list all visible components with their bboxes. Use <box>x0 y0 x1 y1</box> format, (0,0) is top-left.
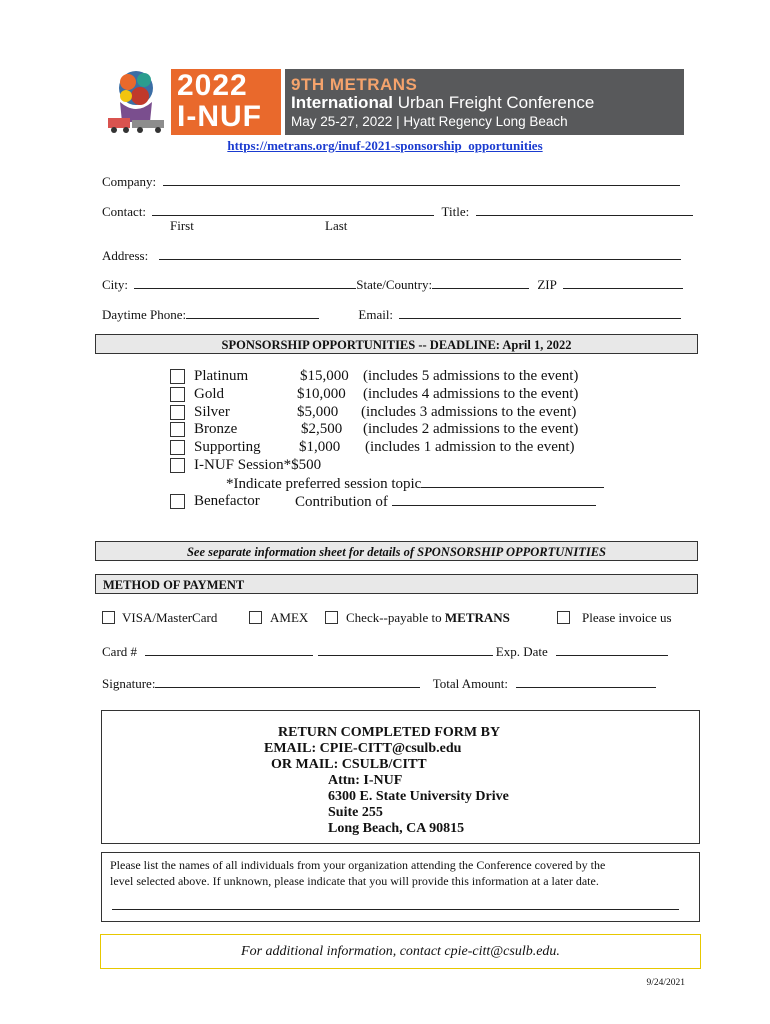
attendee-names-field[interactable] <box>112 909 679 910</box>
city-label: City: <box>102 277 129 292</box>
tier-price: $2,500 <box>301 421 343 438</box>
last-label: Last <box>325 218 348 233</box>
attendee-note-line-2: level selected above. If unknown, please indicate that you will provide this information at a later date. <box>110 874 599 888</box>
logo-year: 2022 <box>177 69 248 102</box>
total-amount-field[interactable] <box>516 675 656 688</box>
conference-title <box>291 93 594 113</box>
conference-title-block <box>285 69 684 135</box>
tier-note: (includes 1 admission to the event) <box>365 439 575 456</box>
phone-field[interactable] <box>186 306 319 319</box>
email-label: Email: <box>358 307 394 322</box>
tier-checkbox-benefactor[interactable] <box>170 494 185 509</box>
document-date: 9/24/2021 <box>646 978 685 988</box>
return-mail: OR MAIL: CSULB/CITT <box>271 757 427 772</box>
return-suite: Suite 255 <box>328 805 383 820</box>
phone-row <box>102 306 681 323</box>
amex-checkbox[interactable] <box>249 611 262 624</box>
card-number-field-2[interactable] <box>318 643 493 656</box>
tier-name: Supporting <box>194 439 261 456</box>
logo-event-abbr: I-NUF <box>177 100 262 133</box>
tier-price: $10,000 <box>297 385 346 402</box>
conference-logo-art <box>106 66 172 136</box>
benefactor-label: Benefactor <box>194 492 260 509</box>
tier-checkbox-silver[interactable] <box>170 405 185 420</box>
tier-checkbox-platinum[interactable] <box>170 369 185 384</box>
attendee-note-box <box>101 852 700 922</box>
company-label: Company: <box>102 174 157 189</box>
invoice-checkbox[interactable] <box>557 611 570 624</box>
card-label: Card # <box>102 644 138 659</box>
contact-field[interactable] <box>152 203 434 216</box>
tier-name: Silver <box>194 403 230 420</box>
payment-method-row <box>102 610 702 628</box>
session-topic-row <box>226 475 626 494</box>
return-email: EMAIL: CPIE-CITT@csulb.edu <box>264 741 462 756</box>
tier-name: Bronze <box>194 421 238 438</box>
tier-name: Platinum <box>194 368 249 384</box>
attendee-note-line-1: Please list the names of all individuals from your organization attending the Conference covered by the <box>110 858 606 872</box>
return-instructions-box <box>101 710 700 844</box>
tier-price: $15,000 <box>300 368 349 384</box>
exp-date-field[interactable] <box>556 643 668 656</box>
tier-note: (includes 5 admissions to the event) <box>363 368 579 384</box>
tier-note: (includes 2 admissions to the event) <box>363 421 579 438</box>
state-field[interactable] <box>432 276 529 289</box>
first-label: First <box>170 218 194 233</box>
city-field[interactable] <box>134 276 356 289</box>
session-label: I-NUF Session*$500 <box>194 457 322 473</box>
tier-note: (includes 3 admissions to the event) <box>361 403 577 420</box>
visa-label: VISA/MasterCard <box>122 610 218 625</box>
invoice-label: Please invoice us <box>582 610 672 625</box>
address-row <box>102 247 681 264</box>
tier-note: (includes 4 admissions to the event) <box>363 385 579 402</box>
amex-label: AMEX <box>270 610 309 625</box>
return-street: 6300 E. State University Drive <box>328 789 509 804</box>
sponsorship-tiers <box>170 368 630 513</box>
tier-checkbox-supporting[interactable] <box>170 440 185 455</box>
edition-label: 9TH METRANS <box>291 75 418 94</box>
sponsorship-heading: SPONSORSHIP OPPORTUNITIES -- DEADLINE: April 1, 2022 <box>95 334 698 354</box>
conference-title-bold: International <box>291 93 394 112</box>
year-logo-block <box>171 69 281 135</box>
sponsorship-url-link[interactable]: https://metrans.org/inuf-2021-sponsorship_opportunities <box>227 138 543 153</box>
email-field[interactable] <box>399 306 681 319</box>
tier-checkbox-session[interactable] <box>170 458 185 473</box>
zip-field[interactable] <box>563 276 683 289</box>
check-label-text: Check--payable to <box>346 610 445 625</box>
return-attn: Attn: I-NUF <box>328 773 403 788</box>
phone-label: Daytime Phone: <box>102 307 187 322</box>
check-checkbox[interactable] <box>325 611 338 624</box>
total-label: Total Amount: <box>432 676 508 691</box>
session-topic-field[interactable] <box>421 475 604 488</box>
dates-venue: May 25-27, 2022 | Hyatt Regency Long Beach <box>291 114 568 129</box>
contribution-row <box>295 493 596 512</box>
card-number-field-1[interactable] <box>145 643 313 656</box>
exp-label: Exp. Date <box>495 644 548 659</box>
visa-checkbox[interactable] <box>102 611 115 624</box>
payment-heading: METHOD OF PAYMENT <box>95 574 698 594</box>
check-label <box>346 610 510 626</box>
address-field[interactable] <box>159 247 681 260</box>
contact-info-box: For additional information, contact cpie-citt@csulb.edu. <box>100 934 701 969</box>
return-line-1: RETURN COMPLETED FORM BY <box>278 725 501 740</box>
state-label: State/Country: <box>356 277 433 292</box>
return-city: Long Beach, CA 90815 <box>328 821 465 836</box>
tier-price: $5,000 <box>297 403 339 420</box>
check-payee: METRANS <box>444 610 510 625</box>
title-field[interactable] <box>476 203 693 216</box>
card-row <box>102 643 668 660</box>
contribution-field[interactable] <box>392 493 596 506</box>
title-label: Title: <box>441 204 470 219</box>
contact-label: Contact: <box>102 204 147 219</box>
conference-title-rest: Urban Freight Conference <box>393 93 595 112</box>
signature-label: Signature: <box>102 676 156 691</box>
signature-field[interactable] <box>155 675 420 688</box>
session-topic-note: *Indicate preferred session topic <box>226 475 422 492</box>
tier-price: $1,000 <box>299 439 341 456</box>
city-row <box>102 276 683 293</box>
company-field[interactable] <box>163 173 680 186</box>
tier-name: Gold <box>194 385 224 402</box>
tier-checkbox-bronze[interactable] <box>170 422 185 437</box>
contribution-label: Contribution of <box>295 493 388 510</box>
separate-sheet-note: See separate information sheet for details of SPONSORSHIP OPPORTUNITIES <box>95 541 698 561</box>
tier-checkbox-gold[interactable] <box>170 387 185 402</box>
signature-row <box>102 675 656 692</box>
address-label: Address: <box>102 248 149 263</box>
company-row <box>102 173 680 190</box>
zip-label: ZIP <box>537 277 557 292</box>
